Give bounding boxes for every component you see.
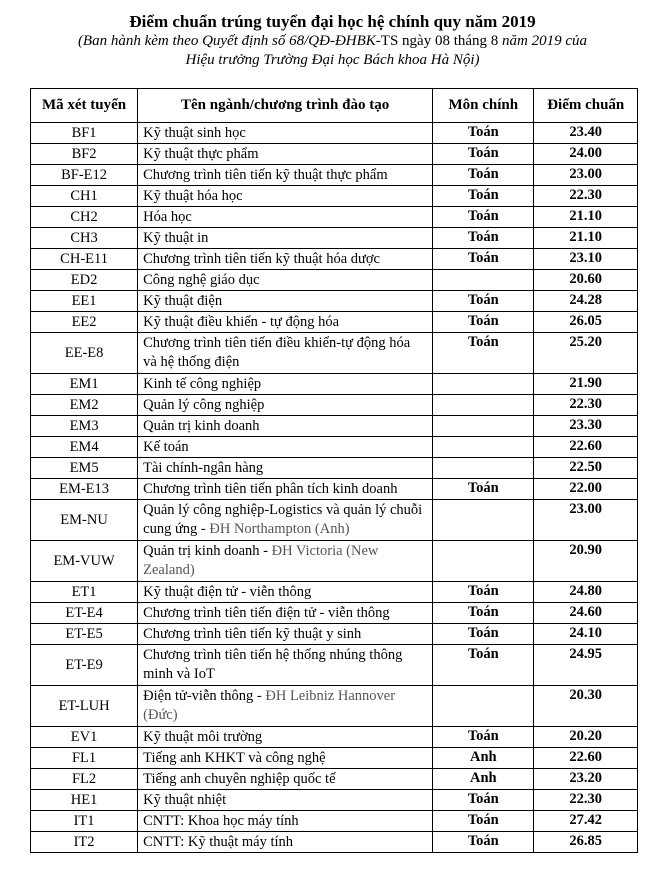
program-name-cell <box>138 249 433 270</box>
decision-text-c: năm 2019 của <box>498 33 588 49</box>
program-name: Chương trình tiên tiến điện tử - viễn thông <box>143 604 390 621</box>
program-code: EM-E13 <box>31 479 138 500</box>
decision-date: TS ngày 08 tháng 8 <box>380 33 499 49</box>
main-subject: Toán <box>433 582 534 603</box>
cutoff-score: 23.20 <box>534 769 638 790</box>
program-code: EM-VUW <box>31 541 138 582</box>
program-code: FL1 <box>31 748 138 769</box>
partner-university: ĐH Northampton (Anh) <box>209 521 350 537</box>
document-header <box>0 0 665 70</box>
program-name: Kỹ thuật điện tử - viễn thông <box>143 583 312 600</box>
table-row <box>31 458 638 479</box>
program-name-cell <box>138 645 433 686</box>
main-subject: Toán <box>433 312 534 333</box>
program-code: EE1 <box>31 291 138 312</box>
program-name-cell <box>138 416 433 437</box>
table-row <box>31 249 638 270</box>
table-row <box>31 727 638 748</box>
program-name-cell <box>138 832 433 853</box>
program-code: ET-E9 <box>31 645 138 686</box>
table-row <box>31 186 638 207</box>
table-row <box>31 123 638 144</box>
cutoff-score: 24.28 <box>534 291 638 312</box>
table-row <box>31 144 638 165</box>
program-name: Kỹ thuật điện <box>143 292 223 309</box>
cutoff-score: 22.60 <box>534 748 638 769</box>
main-subject <box>433 686 534 727</box>
program-code: EE2 <box>31 312 138 333</box>
program-code: IT2 <box>31 832 138 853</box>
table-row <box>31 416 638 437</box>
main-subject: Toán <box>433 333 534 374</box>
table-header-row <box>31 89 638 123</box>
cutoff-score: 26.05 <box>534 312 638 333</box>
program-code: EM3 <box>31 416 138 437</box>
main-subject: Toán <box>433 727 534 748</box>
main-subject <box>433 270 534 291</box>
table-row <box>31 270 638 291</box>
cutoff-score: 20.90 <box>534 541 638 582</box>
program-name: Kỹ thuật điều khiển - tự động hóa <box>143 313 340 330</box>
program-name: Chương trình tiên tiến kỹ thuật y sinh <box>143 625 362 642</box>
main-subject: Anh <box>433 748 534 769</box>
table-row <box>31 395 638 416</box>
program-name: Kỹ thuật hóa học <box>143 187 243 204</box>
cutoff-score: 20.20 <box>534 727 638 748</box>
table-row <box>31 603 638 624</box>
program-code: HE1 <box>31 790 138 811</box>
cutoff-score: 24.60 <box>534 603 638 624</box>
main-subject <box>433 458 534 479</box>
program-name-cell <box>138 374 433 395</box>
program-code: EM-NU <box>31 500 138 541</box>
program-code: ET1 <box>31 582 138 603</box>
table-row <box>31 333 638 374</box>
page-title: Điểm chuẩn trúng tuyển đại học hệ chính quy năm 2019 <box>129 12 536 31</box>
program-name: Chương trình tiên tiến kỹ thuật thực phẩm <box>143 166 388 183</box>
program-name: Kỹ thuật sinh học <box>143 124 246 141</box>
program-name: Tiếng anh KHKT và công nghệ <box>143 749 326 766</box>
program-code: EM2 <box>31 395 138 416</box>
table-row <box>31 582 638 603</box>
program-name: Quản trị kinh doanh <box>143 417 260 434</box>
program-name-cell <box>138 582 433 603</box>
partner-university: ĐH Victoria (New Zealand) <box>143 543 379 578</box>
program-code: BF1 <box>31 123 138 144</box>
program-code: ET-E4 <box>31 603 138 624</box>
cutoff-score: 24.80 <box>534 582 638 603</box>
program-name-cell <box>138 333 433 374</box>
program-code: EV1 <box>31 727 138 748</box>
main-subject: Toán <box>433 165 534 186</box>
cutoff-score: 21.10 <box>534 228 638 249</box>
main-subject: Anh <box>433 769 534 790</box>
program-code: ET-LUH <box>31 686 138 727</box>
program-name-cell <box>138 123 433 144</box>
main-subject <box>433 416 534 437</box>
program-code: CH2 <box>31 207 138 228</box>
cutoff-score: 23.10 <box>534 249 638 270</box>
program-name: CNTT: Kỹ thuật máy tính <box>143 833 294 850</box>
table-row <box>31 207 638 228</box>
table-row <box>31 645 638 686</box>
program-name-cell <box>138 624 433 645</box>
program-name-cell <box>138 541 433 582</box>
cutoff-score: 22.50 <box>534 458 638 479</box>
main-subject: Toán <box>433 811 534 832</box>
cutoff-score: 23.30 <box>534 416 638 437</box>
program-code: EM1 <box>31 374 138 395</box>
program-name-cell <box>138 790 433 811</box>
program-name: Công nghệ giáo dục <box>143 271 260 288</box>
cutoff-score: 22.00 <box>534 479 638 500</box>
program-name-cell <box>138 228 433 249</box>
program-name: Chương trình tiên tiến hệ thống nhúng thông minh và IoT <box>143 647 403 682</box>
program-name-cell <box>138 207 433 228</box>
program-name: Quản lý công nghiệp-Logistics và quản lý chuỗi cung ứng - <box>143 502 423 537</box>
column-header-program: Tên ngành/chương trình đào tạo <box>138 89 433 123</box>
program-name: Kỹ thuật thực phẩm <box>143 145 259 162</box>
cutoff-score: 22.30 <box>534 790 638 811</box>
program-name-cell <box>138 748 433 769</box>
main-subject: Toán <box>433 790 534 811</box>
cutoff-score: 22.60 <box>534 437 638 458</box>
program-code: EM4 <box>31 437 138 458</box>
program-name-cell <box>138 291 433 312</box>
program-name: Kinh tế công nghiệp <box>143 375 262 392</box>
table-row <box>31 541 638 582</box>
main-subject: Toán <box>433 645 534 686</box>
main-subject: Toán <box>433 603 534 624</box>
program-name-cell <box>138 186 433 207</box>
program-name-cell <box>138 437 433 458</box>
table-row <box>31 748 638 769</box>
cutoff-score: 22.30 <box>534 186 638 207</box>
program-name: Quản trị kinh doanh - <box>143 543 272 559</box>
program-name-cell <box>138 686 433 727</box>
program-code: CH3 <box>31 228 138 249</box>
cutoff-score: 24.95 <box>534 645 638 686</box>
program-name: Tiếng anh chuyên nghiệp quốc tế <box>143 770 336 787</box>
program-code: BF2 <box>31 144 138 165</box>
cutoff-score: 23.40 <box>534 123 638 144</box>
program-code: EM5 <box>31 458 138 479</box>
table-row <box>31 374 638 395</box>
program-name: Quản lý công nghiệp <box>143 396 265 413</box>
program-name-cell <box>138 144 433 165</box>
cutoff-score: 20.60 <box>534 270 638 291</box>
cutoff-score: 26.85 <box>534 832 638 853</box>
main-subject <box>433 374 534 395</box>
main-subject <box>433 437 534 458</box>
issuer-line: Hiệu trưởng Trường Đại học Bách khoa Hà Nội) <box>185 52 480 68</box>
program-code: CH-E11 <box>31 249 138 270</box>
table-row <box>31 165 638 186</box>
table-row <box>31 686 638 727</box>
main-subject: Toán <box>433 479 534 500</box>
program-code: ET-E5 <box>31 624 138 645</box>
program-name: Kế toán <box>143 438 189 455</box>
program-name: Điện tử-viễn thông - <box>143 688 266 704</box>
program-name-cell <box>138 395 433 416</box>
main-subject: Toán <box>433 186 534 207</box>
program-code: CH1 <box>31 186 138 207</box>
program-name-cell <box>138 811 433 832</box>
main-subject <box>433 395 534 416</box>
cutoff-score: 27.42 <box>534 811 638 832</box>
cutoff-score: 24.10 <box>534 624 638 645</box>
cutoff-score: 22.30 <box>534 395 638 416</box>
column-header-main-subject: Môn chính <box>433 89 534 123</box>
program-code: ED2 <box>31 270 138 291</box>
program-name: CNTT: Khoa học máy tính <box>143 812 299 829</box>
table-row <box>31 228 638 249</box>
main-subject <box>433 541 534 582</box>
table-row <box>31 790 638 811</box>
cutoff-score: 21.90 <box>534 374 638 395</box>
main-subject: Toán <box>433 291 534 312</box>
main-subject: Toán <box>433 624 534 645</box>
program-name-cell <box>138 312 433 333</box>
table-row <box>31 811 638 832</box>
program-name-cell <box>138 769 433 790</box>
program-name: Kỹ thuật nhiệt <box>143 791 227 808</box>
main-subject: Toán <box>433 207 534 228</box>
admission-scores-table <box>30 88 638 853</box>
program-name: Kỹ thuật môi trường <box>143 728 263 745</box>
cutoff-score: 23.00 <box>534 500 638 541</box>
table-row <box>31 291 638 312</box>
program-name-cell <box>138 500 433 541</box>
program-name: Chương trình tiên tiến điều khiển-tự động hóa và hệ thống điện <box>143 335 411 370</box>
cutoff-score: 21.10 <box>534 207 638 228</box>
table-row <box>31 624 638 645</box>
cutoff-score: 25.20 <box>534 333 638 374</box>
program-name: Hóa học <box>143 208 192 225</box>
program-name-cell <box>138 479 433 500</box>
cutoff-score: 23.00 <box>534 165 638 186</box>
program-code: EE-E8 <box>31 333 138 374</box>
table-row <box>31 769 638 790</box>
program-name-cell <box>138 165 433 186</box>
column-header-code: Mã xét tuyển <box>31 89 138 123</box>
program-name: Tài chính-ngân hàng <box>143 459 264 476</box>
program-name: Kỹ thuật in <box>143 229 209 246</box>
table-row <box>31 832 638 853</box>
column-header-score: Điểm chuẩn <box>534 89 638 123</box>
program-code: IT1 <box>31 811 138 832</box>
decision-reference <box>0 32 665 51</box>
program-name-cell <box>138 458 433 479</box>
main-subject: Toán <box>433 144 534 165</box>
cutoff-score: 24.00 <box>534 144 638 165</box>
main-subject: Toán <box>433 123 534 144</box>
program-name-cell <box>138 727 433 748</box>
main-subject <box>433 500 534 541</box>
table-row <box>31 312 638 333</box>
main-subject: Toán <box>433 249 534 270</box>
table-row <box>31 437 638 458</box>
table-row <box>31 479 638 500</box>
decision-text-a: (Ban hành kèm theo Quyết định số 68/QĐ-ĐHBK- <box>77 33 381 49</box>
main-subject: Toán <box>433 832 534 853</box>
cutoff-score: 20.30 <box>534 686 638 727</box>
program-name: Chương trình tiên tiến phân tích kinh doanh <box>143 480 398 497</box>
program-code: FL2 <box>31 769 138 790</box>
main-subject: Toán <box>433 228 534 249</box>
program-name: Chương trình tiên tiến kỹ thuật hóa dược <box>143 250 380 267</box>
table-row <box>31 500 638 541</box>
program-code: BF-E12 <box>31 165 138 186</box>
partner-university: ĐH Leibniz Hannover (Đức) <box>143 688 396 723</box>
program-name-cell <box>138 603 433 624</box>
program-name-cell <box>138 270 433 291</box>
